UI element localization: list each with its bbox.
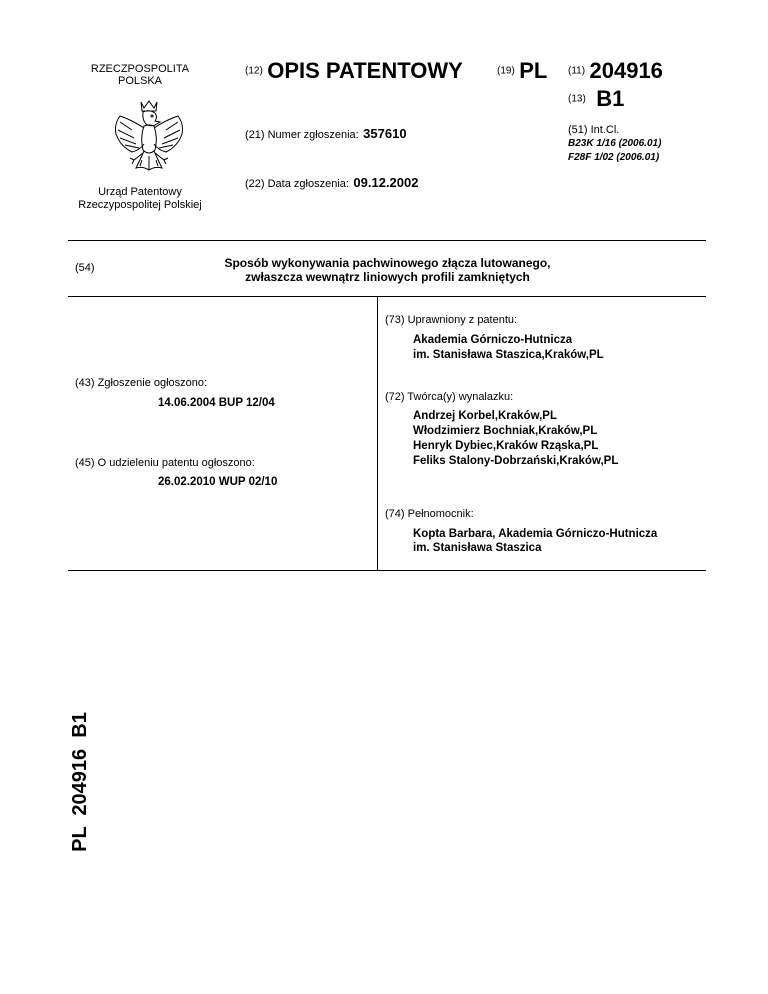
invention-title — [130, 256, 645, 284]
country-code — [497, 58, 547, 84]
application-number — [245, 125, 407, 143]
office-line2: Rzeczypospolitej Polskiej — [78, 199, 202, 211]
authority-line2: POLSKA — [117, 75, 163, 87]
filing-date-label: (22) Data zgłoszenia: — [245, 178, 349, 190]
code-11: (11) — [568, 65, 586, 77]
title-line2: zwłaszcza wewnątrz liniowych profili zamkniętych — [245, 270, 530, 284]
inventors-label: (72) Twórca(y) wynalazku: — [385, 391, 514, 403]
proprietor-name — [413, 333, 604, 363]
separator-middle — [68, 296, 706, 297]
classification-item: F28F 1/02 (2006.01) — [568, 152, 660, 163]
patent-number — [568, 58, 663, 84]
inventor-name: Włodzimierz Bochniak,Kraków,PL — [413, 425, 598, 437]
inventor-name: Feliks Stalony-Dobrzański,Kraków,PL — [413, 455, 619, 467]
attorney-line: im. Stanisława Staszica — [413, 542, 542, 554]
granted-value: 26.02.2010 WUP 02/10 — [158, 476, 278, 488]
classification-label: (51) Int.Cl. — [568, 124, 620, 136]
classification-item: B23K 1/16 (2006.01) — [568, 138, 662, 149]
patent-office-name — [60, 186, 220, 212]
country: PL — [519, 58, 548, 83]
code-13: (13) — [568, 93, 586, 105]
title-code: (54) — [75, 262, 95, 274]
announced-value: 14.06.2004 BUP 12/04 — [158, 397, 275, 409]
inventor-name: Henryk Dybiec,Kraków Rząska,PL — [413, 440, 599, 452]
title-line1: Sposób wykonywania pachwinowego złącza lutowanego, — [224, 256, 551, 270]
filing-date — [245, 174, 418, 192]
application-number-label: (21) Numer zgłoszenia: — [245, 129, 359, 141]
document-type — [245, 58, 463, 84]
authority-line1: RZECZPOSPOLITA — [90, 63, 190, 75]
granted-label: (45) O udzieleniu patentu ogłoszono: — [75, 457, 255, 469]
attorney-name — [413, 527, 657, 555]
application-number-value: 357610 — [363, 126, 407, 141]
inventor-name: Andrzej Korbel,Kraków,PL — [413, 410, 557, 422]
inventors-list — [413, 409, 618, 469]
polish-white-eagle-emblem-icon — [110, 98, 188, 180]
code-19: (19) — [497, 65, 515, 77]
kind-code — [568, 86, 624, 112]
classification — [568, 123, 661, 165]
proprietor-line: im. Stanisława Staszica,Kraków,PL — [413, 349, 604, 361]
separator-top — [68, 240, 706, 241]
column-divider — [377, 296, 378, 571]
doc-type-title: OPIS PATENTOWY — [267, 58, 463, 83]
proprietor-label: (73) Uprawniony z patentu: — [385, 314, 518, 326]
patent-number-value: 204916 — [589, 58, 663, 83]
filing-date-value: 09.12.2002 — [353, 175, 419, 190]
kind-value: B1 — [596, 86, 625, 111]
authority-name — [80, 63, 200, 87]
separator-bottom — [68, 570, 706, 571]
attorney-line: Kopta Barbara, Akademia Górniczo-Hutnicza — [413, 528, 658, 540]
attorney-label: (74) Pełnomocnik: — [385, 508, 474, 520]
proprietor-line: Akademia Górniczo-Hutnicza — [413, 334, 573, 346]
side-patent-label: PL 204916 B1 — [69, 712, 91, 852]
office-line1: Urząd Patentowy — [98, 186, 182, 198]
code-12: (12) — [245, 65, 263, 77]
announced-label: (43) Zgłoszenie ogłoszono: — [75, 377, 208, 389]
